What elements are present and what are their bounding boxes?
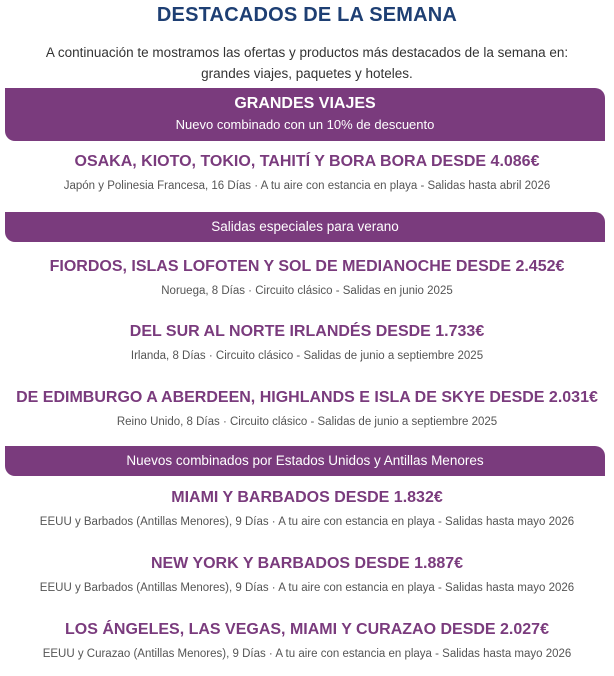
intro-line: grandes viajes, paquetes y hoteles.	[201, 66, 413, 81]
offer-item[interactable]	[0, 554, 614, 596]
banner-title: GRANDES VIAJES	[234, 95, 376, 112]
offer-title-link[interactable]: LOS ÁNGELES, LAS VEGAS, MIAMI Y CURAZAO DESDE 2.027€	[65, 621, 549, 638]
banner-subtitle: Salidas especiales para verano	[211, 219, 399, 234]
offer-title-link[interactable]: NEW YORK Y BARBADOS DESDE 1.887€	[150, 555, 464, 572]
offer-detail: Reino Unido, 8 Días · Circuito clásico - Salidas de junio a septiembre 2025	[116, 416, 498, 428]
offer-detail: EEUU y Curazao (Antillas Menores), 9 Días · A tu aire con estancia en playa - Salidas hasta mayo 2026	[42, 648, 572, 660]
banner-subtitle: Nuevos combinados por Estados Unidos y Antillas Menores	[126, 453, 484, 468]
offer-item[interactable]	[0, 152, 614, 194]
offer-item[interactable]	[0, 388, 614, 430]
offer-item[interactable]	[0, 257, 614, 299]
offer-item[interactable]	[0, 620, 614, 662]
offer-title-link[interactable]: FIORDOS, ISLAS LOFOTEN Y SOL DE MEDIANOCHE DESDE 2.452€	[49, 258, 565, 275]
offer-item[interactable]	[0, 322, 614, 364]
offer-title-link[interactable]: OSAKA, KIOTO, TOKIO, TAHITÍ Y BORA BORA DESDE 4.086€	[74, 153, 540, 170]
offer-detail: Noruega, 8 Días · Circuito clásico - Salidas en junio 2025	[161, 285, 453, 297]
intro-text	[30, 42, 584, 84]
offer-title-link[interactable]: MIAMI Y BARBADOS DESDE 1.832€	[171, 489, 443, 506]
offer-detail: EEUU y Barbados (Antillas Menores), 9 Días · A tu aire con estancia en playa - Salidas hasta mayo 2026	[39, 582, 575, 594]
offer-detail: Irlanda, 8 Días · Circuito clásico - Salidas de junio a septiembre 2025	[130, 350, 484, 362]
category-banner-estados-unidos[interactable]	[5, 446, 605, 476]
category-banner-grandes-viajes[interactable]	[5, 88, 605, 141]
offer-detail: Japón y Polinesia Francesa, 16 Días · A tu aire con estancia en playa - Salidas hasta abril 2026	[63, 180, 551, 192]
offer-detail: EEUU y Barbados (Antillas Menores), 9 Días · A tu aire con estancia en playa - Salidas hasta mayo 2026	[39, 516, 575, 528]
offer-title-link[interactable]: DEL SUR AL NORTE IRLANDÉS DESDE 1.733€	[129, 323, 485, 340]
category-banner-verano[interactable]	[5, 212, 605, 242]
banner-subtitle: Nuevo combinado con un 10% de descuento	[175, 117, 435, 132]
intro-line: A continuación te mostramos las ofertas y productos más destacados de la semana en:	[45, 45, 569, 60]
offer-item[interactable]	[0, 488, 614, 530]
offer-title-link[interactable]: DE EDIMBURGO A ABERDEEN, HIGHLANDS E ISLA DE SKYE DESDE 2.031€	[16, 389, 598, 406]
section-title: DESTACADOS DE LA SEMANA	[156, 4, 458, 26]
